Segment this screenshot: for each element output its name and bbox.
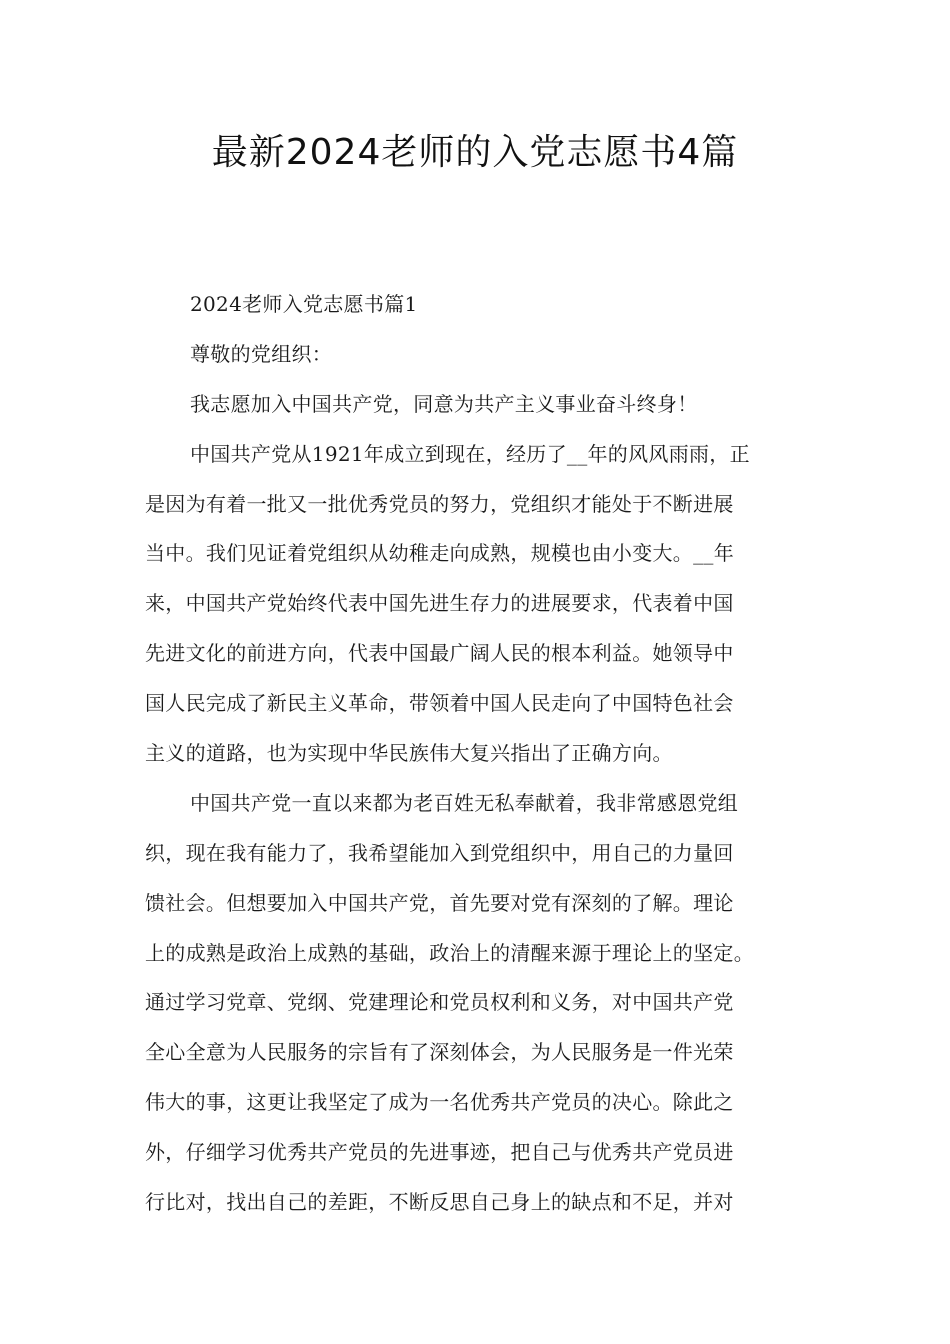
paragraph-line: 通过学习党章、党纲、党建理论和党员权利和义务，对中国共产党 — [145, 990, 734, 1015]
paragraph-line: 先进文化的前进方向，代表中国最广阔人民的根本利益。她领导中 — [145, 641, 734, 666]
paragraph-line: 来，中国共产党始终代表中国先进生存力的进展要求，代表着中国 — [145, 591, 734, 616]
paragraph-line: 中国共产党从1921年成立到现在，经历了__年的风风雨雨，正 — [190, 441, 750, 466]
paragraph-line: 是因为有着一批又一批优秀党员的努力，党组织才能处于不断进展 — [145, 491, 734, 516]
paragraph-line: 上的成熟是政治上成熟的基础，政治上的清醒来源于理论上的坚定。 — [145, 940, 754, 965]
salutation: 尊敬的党组织： — [190, 341, 333, 366]
document-title: 最新2024老师的入党志愿书4篇 — [211, 132, 739, 173]
paragraph-line: 馈社会。但想要加入中国共产党，首先要对党有深刻的了解。理论 — [145, 890, 734, 915]
paragraph-line: 我志愿加入中国共产党，同意为共产主义事业奋斗终身！ — [190, 391, 698, 416]
paragraph-line: 织，现在我有能力了，我希望能加入到党组织中，用自己的力量回 — [145, 840, 734, 865]
paragraph-line: 行比对，找出自己的差距，不断反思自己身上的缺点和不足，并对 — [145, 1190, 734, 1215]
paragraph-line: 中国共产党一直以来都为老百姓无私奉献着，我非常感恩党组 — [190, 790, 739, 815]
paragraph-line: 伟大的事，这更让我坚定了成为一名优秀共产党员的决心。除此之 — [145, 1090, 734, 1115]
paragraph-line: 外，仔细学习优秀共产党员的先进事迹，把自己与优秀共产党员进 — [145, 1140, 734, 1165]
paragraph-line: 国人民完成了新民主义革命，带领着中国人民走向了中国特色社会 — [145, 691, 734, 716]
document-body — [145, 280, 825, 1228]
paragraph-line: 当中。我们见证着党组织从幼稚走向成熟，规模也由小变大。__年 — [145, 541, 734, 566]
section-heading: 2024老师入党志愿书篇1 — [190, 292, 418, 316]
paragraph-line: 全心全意为人民服务的宗旨有了深刻体会，为人民服务是一件光荣 — [145, 1040, 734, 1065]
paragraph-line: 主义的道路，也为实现中华民族伟大复兴指出了正确方向。 — [145, 741, 673, 766]
